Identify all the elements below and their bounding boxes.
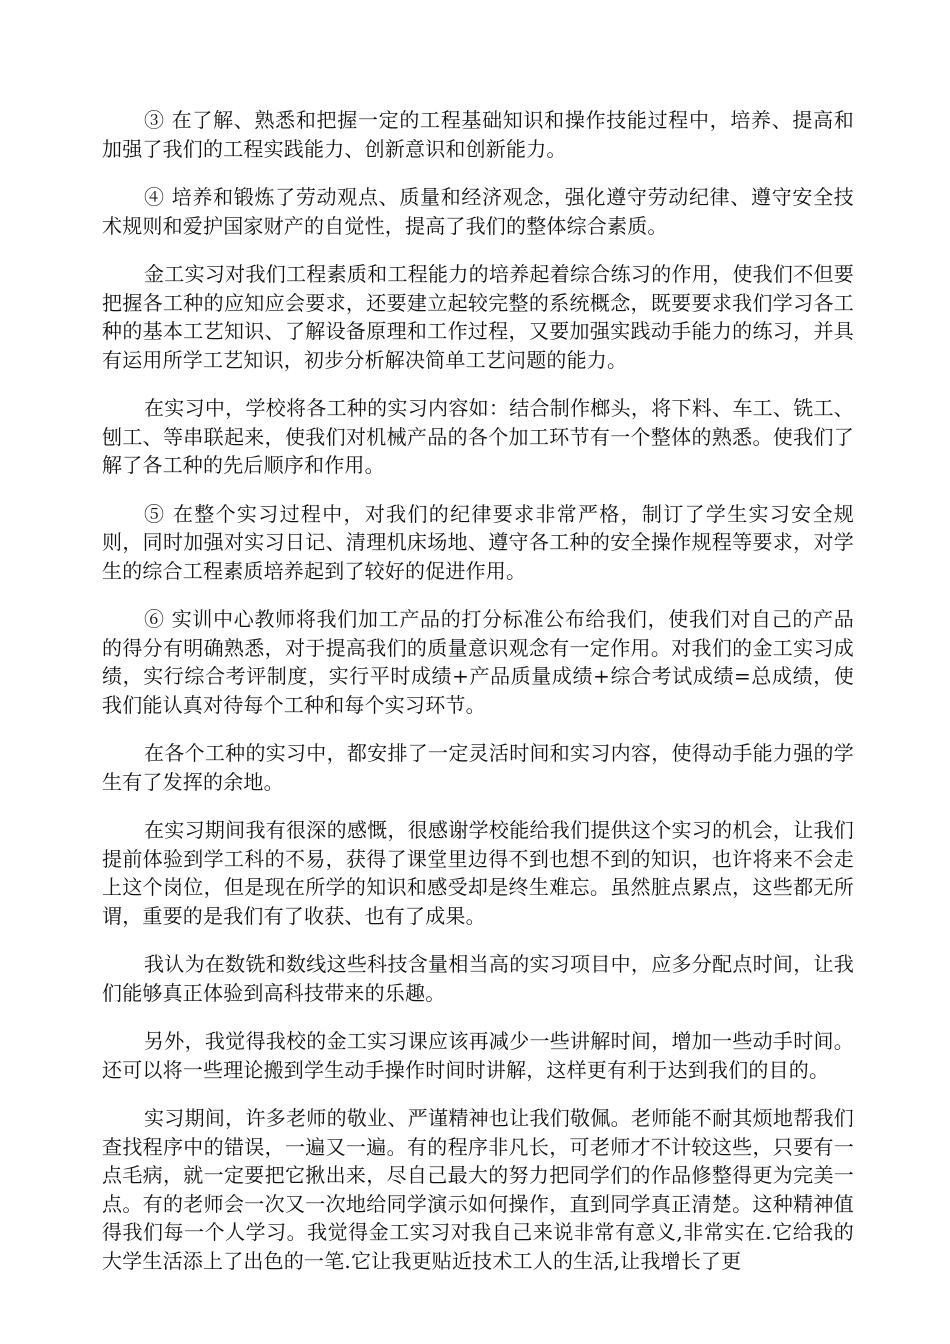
- paragraph-course-suggestion: 另外，我觉得我校的金工实习课应该再减少一些讲解时间，增加一些动手时间。还可以将一些理论搬到学生动手操作时间时讲解，这样更有利于达到我们的目的。: [102, 1029, 854, 1082]
- paragraph-6: ⑥ 实训中心教师将我们加工产品的打分标准公布给我们，使我们对自己的产品的得分有明确熟悉，对于提高我们的质量意识观念有一定作用。对我们的金工实习成绩，实行综合考评制度，实行平时成绩+产品质量成绩+综合考试成绩=总成绩，使我们能认真对待每个工种和每个实习环节。: [102, 607, 854, 717]
- paragraph-flexible-time: 在各个工种的实习中，都安排了一定灵活时间和实习内容，使得动手能力强的学生有了发挥的余地。: [102, 741, 854, 794]
- paragraph-training-role: 金工实习对我们工程素质和工程能力的培养起着综合练习的作用，使我们不但要把握各工种的应知应会要求，还要建立起较完整的系统概念，既要要求我们学习各工种的基本工艺知识、了解设备原理和工作过程，又要加强实践动手能力的练习，并具有运用所学工艺知识，初步分析解决简单工艺问题的能力。: [102, 262, 854, 372]
- paragraph-cnc-suggestion: 我认为在数铣和数线这些科技含量相当高的实习项目中，应多分配点时间，让我们能够真正体验到高科技带来的乐趣。: [102, 952, 854, 1005]
- document-body: [102, 106, 854, 1295]
- paragraph-feelings: 在实习期间我有很深的感慨，很感谢学校能给我们提供这个实习的机会，让我们提前体验到学工科的不易，获得了课堂里边得不到也想不到的知识，也许将来不会走上这个岗位，但是现在所学的知识和感受却是终生难忘。虽然脏点累点，这些都无所谓，重要的是我们有了收获、也有了成果。: [102, 818, 854, 928]
- paragraph-teachers: 实习期间，许多老师的敬业、严谨精神也让我们敬佩。老师能不耐其烦地帮我们查找程序中的错误，一遍又一遍。有的程序非凡长，可老师才不计较这些，只要有一点毛病，就一定要把它揪出来，尽自己最大的努力把同学们的作品修整得更为完美一点。有的老师会一次又一次地给同学演示如何操作，直到同学真正清楚。这种精神值得我们每一个人学习。我觉得金工实习对我自己来说非常有意义,非常实在.它给我的大学生活添上了出色的一笔.它让我更贴近技术工人的生活,让我增长了更: [102, 1106, 854, 1273]
- paragraph-4: ④ 培养和锻炼了劳动观点、质量和经济观念，强化遵守劳动纪律、遵守安全技术规则和爱护国家财产的自觉性，提高了我们的整体综合素质。: [102, 185, 854, 238]
- paragraph-5: ⑤ 在整个实习过程中，对我们的纪律要求非常严格，制订了学生实习安全规则，同时加强对实习日记、清理机床场地、遵守各工种的安全操作规程等要求，对学生的综合工程素质培养起到了较好的促进作用。: [102, 501, 854, 583]
- paragraph-3: ③ 在了解、熟悉和把握一定的工程基础知识和操作技能过程中，培养、提高和加强了我们的工程实践能力、创新意识和创新能力。: [102, 108, 854, 161]
- paragraph-practice-content: 在实习中，学校将各工种的实习内容如：结合制作榔头，将下料、车工、铣工、刨工、等串联起来，使我们对机械产品的各个加工环节有一个整体的熟悉。使我们了解了各工种的先后顺序和作用。: [102, 396, 854, 477]
